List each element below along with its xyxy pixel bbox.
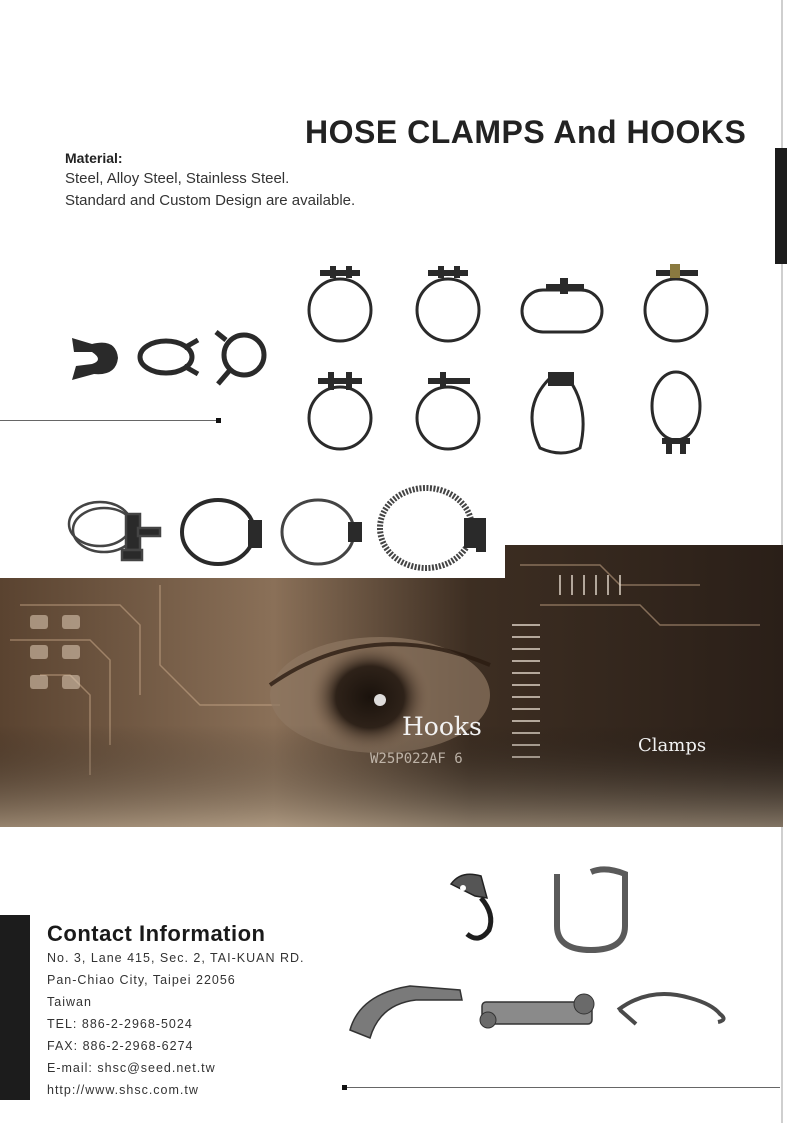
banner-label-clamps: Clamps xyxy=(638,735,707,756)
contact-web: http://www.shsc.com.tw xyxy=(47,1083,199,1097)
hose-clamp-row-1 xyxy=(300,262,720,350)
contact-country: Taiwan xyxy=(47,995,92,1009)
hook-s-image xyxy=(451,874,491,938)
material-line-2: Standard and Custom Design are available. xyxy=(65,192,356,209)
contact-heading: Contact Information xyxy=(47,921,266,946)
spring-clamp-3-image xyxy=(216,332,264,384)
divider-rule-bottom xyxy=(345,1087,780,1088)
hose-clamp-round-2-image xyxy=(417,266,479,341)
contact-tel: TEL: 886-2-2968-5024 xyxy=(47,1017,193,1031)
page-title: HOSE CLAMPS And HOOKS xyxy=(305,114,747,150)
divider-dot-bottom xyxy=(342,1085,347,1090)
section-tab-top xyxy=(775,148,787,264)
hooks-bottom-group xyxy=(340,980,740,1050)
spring-clamp-group xyxy=(66,330,276,386)
hose-clamp-oval-image xyxy=(522,278,602,332)
hose-clamp-row-2 xyxy=(300,368,720,458)
contact-address-2: Pan-Chiao City, Taipei 22056 xyxy=(47,973,236,987)
banner-code-text: W25P022AF 6 xyxy=(370,751,463,767)
contact-fax: FAX: 886-2-2968-6274 xyxy=(47,1039,194,1053)
hose-clamp-round-1-image xyxy=(309,266,371,341)
divider-rule-top xyxy=(0,420,218,421)
contact-email: E-mail: shsc@seed.net.tw xyxy=(47,1061,216,1075)
hook-wire-image xyxy=(618,994,724,1024)
hook-d-ring-image xyxy=(557,869,625,950)
contact-address-1: No. 3, Lane 415, Sec. 2, TAI-KUAN RD. xyxy=(47,951,305,965)
hooks-clamps-banner xyxy=(0,545,783,827)
divider-dot-top xyxy=(216,418,221,423)
hose-clamp-ellipse-image xyxy=(652,372,700,454)
hose-clamp-round-5-image xyxy=(417,372,479,449)
material-label: Material: xyxy=(65,150,123,166)
hose-clamp-round-3-image xyxy=(645,264,707,341)
spring-clamp-2-image xyxy=(140,340,198,374)
banner-label-hooks: Hooks xyxy=(402,712,482,741)
material-line-1: Steel, Alloy Steel, Stainless Steel. xyxy=(65,170,290,187)
spring-clamp-1-image xyxy=(72,338,118,380)
hook-hinge-strip-image xyxy=(480,994,594,1028)
hook-bent-strip-image xyxy=(350,986,462,1038)
hose-clamp-round-4-image xyxy=(309,372,371,449)
hooks-top-group xyxy=(445,862,635,956)
section-tab-bottom xyxy=(0,915,30,1100)
hose-clamp-teardrop-image xyxy=(532,372,583,453)
